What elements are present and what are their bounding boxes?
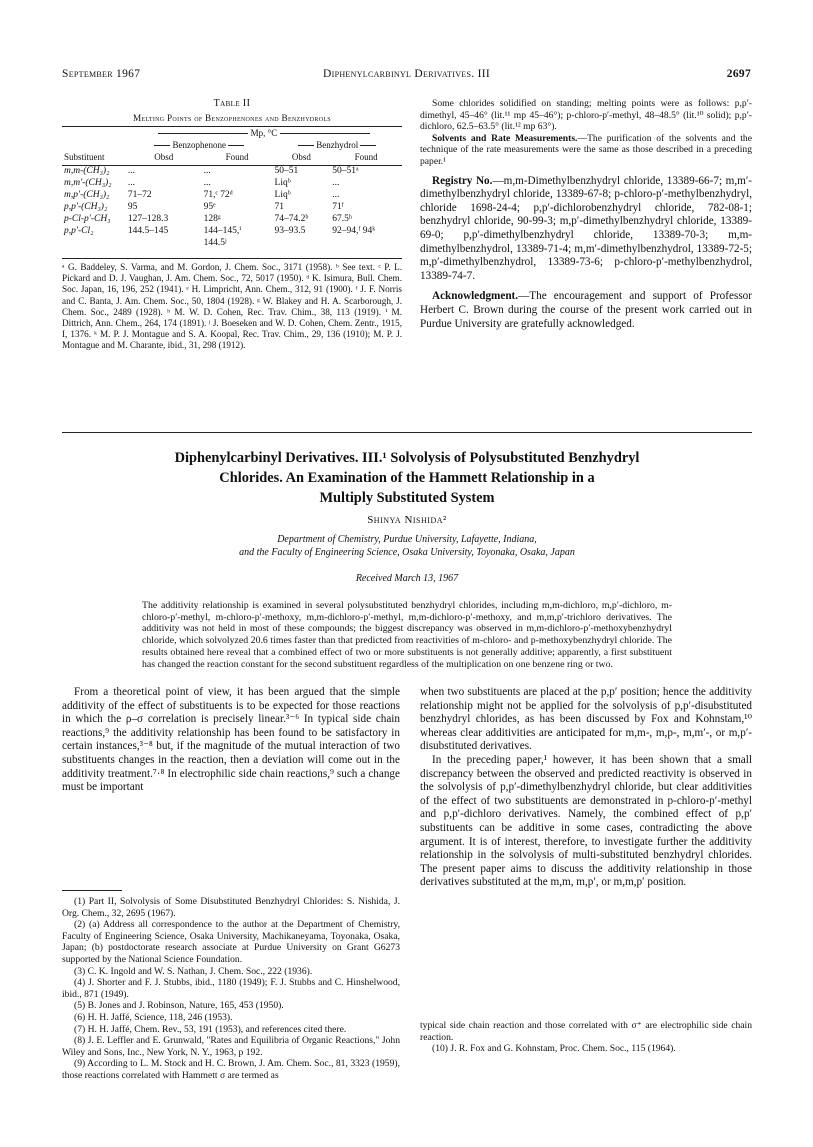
cell-benzophenone-obsd xyxy=(126,238,202,250)
footnote: (6) H. H. Jaffé, Science, 118, 246 (1953). xyxy=(74,1011,233,1023)
cell-benzhydrol-obsd: Liqᵇ xyxy=(274,178,291,188)
cell-benzophenone-found: 144.5ʲ xyxy=(203,238,227,248)
abstract: The additivity relationship is examined in several polysubstituted benzhydryl chlorides, including m,m-dichloro, m,p′-dichloro, m-chloro-p′-methyl, m-chloro-p′-methoxy, m,m-dichloro-p′-methyl, m,m-dichloro-p′-methoxy, and m,m,p′-trichloro derivatives. The additivity was not held in most of these compounds; the biggest discrepancy was observed in m,m-dichloro-p′-methoxybenzhydryl chloride, which solvolyzed 20.6 times faster than that predicted from reactivities of m-chloro- and p-methoxybenzhydryl chloride. The results obtained here reveal that a combined effect of two or more substituents is not generally additive; apparently, a first substituent has changed the reaction constant for the second substituent regardless of the multiplication on one benzene ring or two. xyxy=(142,600,672,670)
registry-text: —m,m-Dimethylbenzhydryl chloride, 13389-66-7; m,m′-dimethylbenzhydryl chloride, 13389-67-8; p-chloro-p′-methylbenzhydryl, chloride 1698-24-4; p,p′-dichlorobenzhydryl chloride, 782-08-1; benzhydryl chloride, 90-99-3; m,p′-dimethylbenzhydryl chloride, 13389-69-0; p,p′-dimethylbenzhydryl chloride, 13389-70-3; m,m-dimethylbenzhydrol, 13389-71-4; m,m′-dimethylbenzhydrol, 13389-72-5; m,p′-dimethylbenzhydrol, 13389-73-6; p-chloro-p′-methylbenzhydrol, 13389-74-7. xyxy=(420,174,752,282)
article-title-line-3: Multiply Substituted System xyxy=(319,490,495,506)
mp-header: Mp, °C xyxy=(155,128,374,138)
footnote: (2) (a) Address all correspondence to the author at the Department of Chemistry, Faculty of Engineering Science, Osaka University, Machikaneyama, Toyonaka, Osaka, Japan; (b) postdoctorate research associate at Purdue University on Grant G6273 supported by the National Science Foundation. xyxy=(62,919,400,965)
cell-benzophenone-obsd: 127–128.3 xyxy=(127,214,169,224)
cell-benzhydrol-obsd: 74–74.2ᵇ xyxy=(274,214,309,224)
cell-benzophenone-found: 71,ᶜ 72ᵈ xyxy=(203,190,233,200)
cell-benzhydrol-found: ... xyxy=(332,190,340,200)
received-date: Received March 13, 1967 xyxy=(355,573,459,584)
cell-benzophenone-found: ... xyxy=(203,166,211,176)
cell-benzophenone-found: ... xyxy=(203,178,211,188)
affiliation-line-2: and the Faculty of Engineering Science, Osaka University, Toyonaka, Osaka, Japan xyxy=(239,546,575,558)
solvents-paragraph xyxy=(420,133,752,168)
affiliation xyxy=(62,534,752,559)
table-row xyxy=(62,178,402,190)
footnote: (7) H. H. Jaffé, Chem. Rev., 53, 191 (1953), and references cited there. xyxy=(74,1023,347,1035)
body-paragraph: when two substituents are placed at the p,p′ position; hence the additivity relationship might not be applied for the solvolysis of p,p′-disubstituted benzhydryl chlorides, as has been discussed by Fox and Kohnstam,¹⁰ whereas clear additivities are anticipated for m,m-, m,p-, m,m′-, or m,p′-disubstituted derivatives. xyxy=(420,686,752,753)
solvents-heading: Solvents and Rate Measurements. xyxy=(432,132,578,144)
cell-benzhydrol-obsd: 93–93.5 xyxy=(274,226,306,236)
cell-benzhydrol-found: ... xyxy=(332,178,340,188)
footnote: (5) B. Jones and J. Robinson, Nature, 165, 453 (1950). xyxy=(74,1000,284,1012)
cell-substituent xyxy=(62,238,126,250)
footnote-list xyxy=(420,1020,752,1055)
cell-benzophenone-found: 144–145,ⁱ xyxy=(203,226,242,236)
footnote: (4) J. Shorter and F. J. Stubbs, ibid., 1180 (1949); F. J. Stubbs and C. Hinshelwood, ibid., 871 (1949). xyxy=(62,977,400,1000)
footnote: (1) Part II, Solvolysis of Some Disubstituted Benzhydryl Chlorides: S. Nishida, J. Org. Chem., 32, 2695 (1967). xyxy=(62,896,400,919)
cell-benzhydrol-obsd: 50–51 xyxy=(274,166,299,176)
body-right-column xyxy=(420,686,752,890)
group-benzophenone: Benzophenone xyxy=(152,140,245,152)
footnotes-left xyxy=(62,882,400,1082)
col-obsd: Obsd xyxy=(126,152,202,166)
article-title-line-2: Chlorides. An Examination of the Hammett Relationship in a xyxy=(219,470,595,486)
author: Shinya Nishida² xyxy=(367,514,447,526)
table-row xyxy=(62,214,402,226)
acknowledgment-text: —The encouragement and support of Professor Herbert C. Brown during the course of the present work carried out in Purdue University are gratefully acknowledged. xyxy=(420,290,752,330)
table-title: Table II xyxy=(213,98,251,109)
experimental-continuation xyxy=(420,98,752,331)
cell-substituent: m,m-(CH₃)₂ xyxy=(64,166,110,176)
running-head-title: Diphenylcarbinyl Derivatives. III xyxy=(323,68,490,80)
table-ii-block xyxy=(62,98,402,352)
body-paragraph: From a theoretical point of view, it has been argued that the simple additivity of the effect of substituents is to be expected for those reactions in which the ρ–σ correlation is precisely linear.³⁻⁶ In typical side chain reactions,⁹ the additivity relationship has been found to be satisfactory in certain instances,³⁻⁸ but, if the magnitude of the mutual interaction of two substituents changes in the reaction, then a deviation will come out in the additivity treatment.⁷·⁸ In electrophilic side chain reactions,⁹ such a change must be important xyxy=(62,686,400,794)
table-row xyxy=(62,226,402,238)
col-substituent: Substituent xyxy=(62,152,126,166)
cell-benzhydrol-found: 71ᶠ xyxy=(332,202,344,212)
cell-benzophenone-found: 128ᵍ xyxy=(203,214,221,224)
body-paragraph: In the preceding paper,¹ however, it has been shown that a small discrepancy between the observed and predicted reactivity is observed in the solvolysis of p,p′-dimethylbenzhydryl chloride, but clear additivities of the effect of two substituents are demonstrated in p-chloro-p′-methyl and p,p′-dichloro derivatives. Namely, the combined effect of p,p′ substituents can be additive in some cases, contradicting the above argument. It is of interest, therefore, to investigate further the additivity relationship in the solvolysis of multi-substituted benzhydryl chlorides. The present paper aims to discuss the additivity relationship in those derivatives substituted at the m,m, m,p′, or m,m,p′ position. xyxy=(420,753,752,889)
footnotes-right xyxy=(420,1020,752,1055)
melting-points-table xyxy=(62,128,402,250)
table-group-header-row xyxy=(62,140,402,152)
cell-substituent: m,m′-(CH₃)₂ xyxy=(64,178,112,188)
footnote-list xyxy=(62,896,400,1082)
running-head xyxy=(62,68,751,84)
running-head-date: September 1967 xyxy=(62,68,141,80)
cell-benzhydrol-found: 50–51ᵃ xyxy=(332,166,359,176)
table-column-header-row xyxy=(62,152,402,166)
cell-substituent: m,p′-(CH₃)₂ xyxy=(64,190,110,200)
table-top-rule xyxy=(62,126,402,127)
footnote: (8) J. E. Leffler and E. Grunwald, "Rates and Equilibria of Organic Reactions," John Wiley and Sons, Inc., New York, N. Y., 1963, p 192. xyxy=(62,1035,400,1058)
table-body xyxy=(62,166,402,251)
cell-benzophenone-obsd: 95 xyxy=(127,202,138,212)
col-found: Found xyxy=(330,152,402,166)
acknowledgment-heading: Acknowledgment. xyxy=(432,290,519,303)
page-number: 2697 xyxy=(726,68,751,80)
acknowledgment-paragraph xyxy=(420,290,752,331)
footnote-rule xyxy=(62,890,122,891)
group-benzhydrol: Benzhydrol xyxy=(296,140,378,152)
table-mp-header-row xyxy=(62,128,402,140)
article-title-line-1: Diphenylcarbinyl Derivatives. III.¹ Solvolysis of Polysubstituted Benzhydryl xyxy=(174,450,640,466)
cell-benzophenone-found: 95ᵉ xyxy=(203,202,216,212)
cell-benzophenone-obsd: ... xyxy=(127,166,135,176)
table-row xyxy=(62,190,402,202)
col-obsd: Obsd xyxy=(273,152,331,166)
registry-heading: Registry No. xyxy=(432,174,493,187)
footnote: (3) C. K. Ingold and W. S. Nathan, J. Chem. Soc., 222 (1936). xyxy=(74,965,313,977)
cell-benzophenone-obsd: ... xyxy=(127,178,135,188)
cell-substituent: p,p′-(CH₃)₂ xyxy=(64,202,108,212)
footnote: (9) According to L. M. Stock and H. C. Brown, J. Am. Chem. Soc., 81, 3323 (1959), those reactions correlated with Hammett σ are termed as xyxy=(62,1058,400,1081)
solvents-text: —The purification of the solvents and the technique of the rate measurements were the same as those described in a preceding paper.¹ xyxy=(420,132,752,167)
cell-benzhydrol-found: 92–94,ᶠ 94ᵏ xyxy=(332,226,376,236)
cell-benzhydrol-obsd xyxy=(273,238,331,250)
registry-paragraph xyxy=(420,175,752,284)
affiliation-line-1: Department of Chemistry, Purdue University, Lafayette, Indiana, xyxy=(277,534,537,545)
cell-benzhydrol-found: 67.5ʰ xyxy=(332,214,352,224)
table-row xyxy=(62,166,402,179)
table-row xyxy=(62,202,402,214)
article-title xyxy=(62,448,752,508)
table-row xyxy=(62,238,402,250)
col-found: Found xyxy=(202,152,273,166)
cell-benzophenone-obsd: 71–72 xyxy=(127,190,152,200)
cell-benzhydrol-found xyxy=(330,238,402,250)
article-separator xyxy=(62,432,752,433)
cell-substituent: p-Cl-p′-CH₃ xyxy=(64,214,111,224)
cell-benzophenone-obsd: 144.5–145 xyxy=(127,226,169,236)
melting-points-paragraph: Some chlorides solidified on standing; melting points were as follows: p,p′-dimethyl, 45–46° (lit.¹¹ mp 45–46°); p-chloro-p′-methyl, 48–48.5° (lit.¹⁰ solid); p,p′-dichloro, 62.5–63.5° (lit.¹² mp 63°). xyxy=(420,98,752,133)
cell-benzhydrol-obsd: Liqᵇ xyxy=(274,190,291,200)
footnote: typical side chain reaction and those correlated with σ⁺ are electrophilic side chain reaction. xyxy=(420,1020,752,1043)
footnote: (10) J. R. Fox and G. Kohnstam, Proc. Chem. Soc., 115 (1964). xyxy=(432,1043,676,1055)
table-caption: Melting Points of Benzophenones and Benzhydrols xyxy=(133,113,331,123)
cell-substituent: p,p′-Cl₂ xyxy=(64,226,94,236)
table-footnotes: ᵃ G. Baddeley, S. Varma, and M. Gordon, J. Chem. Soc., 3171 (1958). ᵇ See text. ᶜ P. L. Pickard and D. J. Vaughan, J. Am. Chem. Soc., 72, 5017 (1950). ᵈ K. Isimura, Bull. Chem. Soc. Japan, 16, 196, 252 (1941). ᵉ H. Limpricht, Ann. Chem., 312, 91 (1900). ᶠ J. F. Norris and C. Banta, J. Am. Chem. Soc., 50, 1804 (1928). ᵍ W. Blakey and H. A. Scarborough, J. Chem. Soc., 2489 (1928). ʰ M. W. D. Cohen, Rec. Trav. Chim., 38, 113 (1919). ⁱ M. Dittrich, Ann. Chem., 264, 174 (1891). ʲ J. Boeseken and W. D. Cohen, Chem. Zentr., 1915, I, 1376. ᵏ M. P. J. Montague and S. A. Koopal, Rec. Trav. Chim., 29, 136 (1910); M. P. J. Montague and M. Charante, ibid., 31, 298 (1912). xyxy=(62,258,402,352)
body-left-column xyxy=(62,686,400,795)
cell-benzhydrol-obsd: 71 xyxy=(274,202,285,212)
